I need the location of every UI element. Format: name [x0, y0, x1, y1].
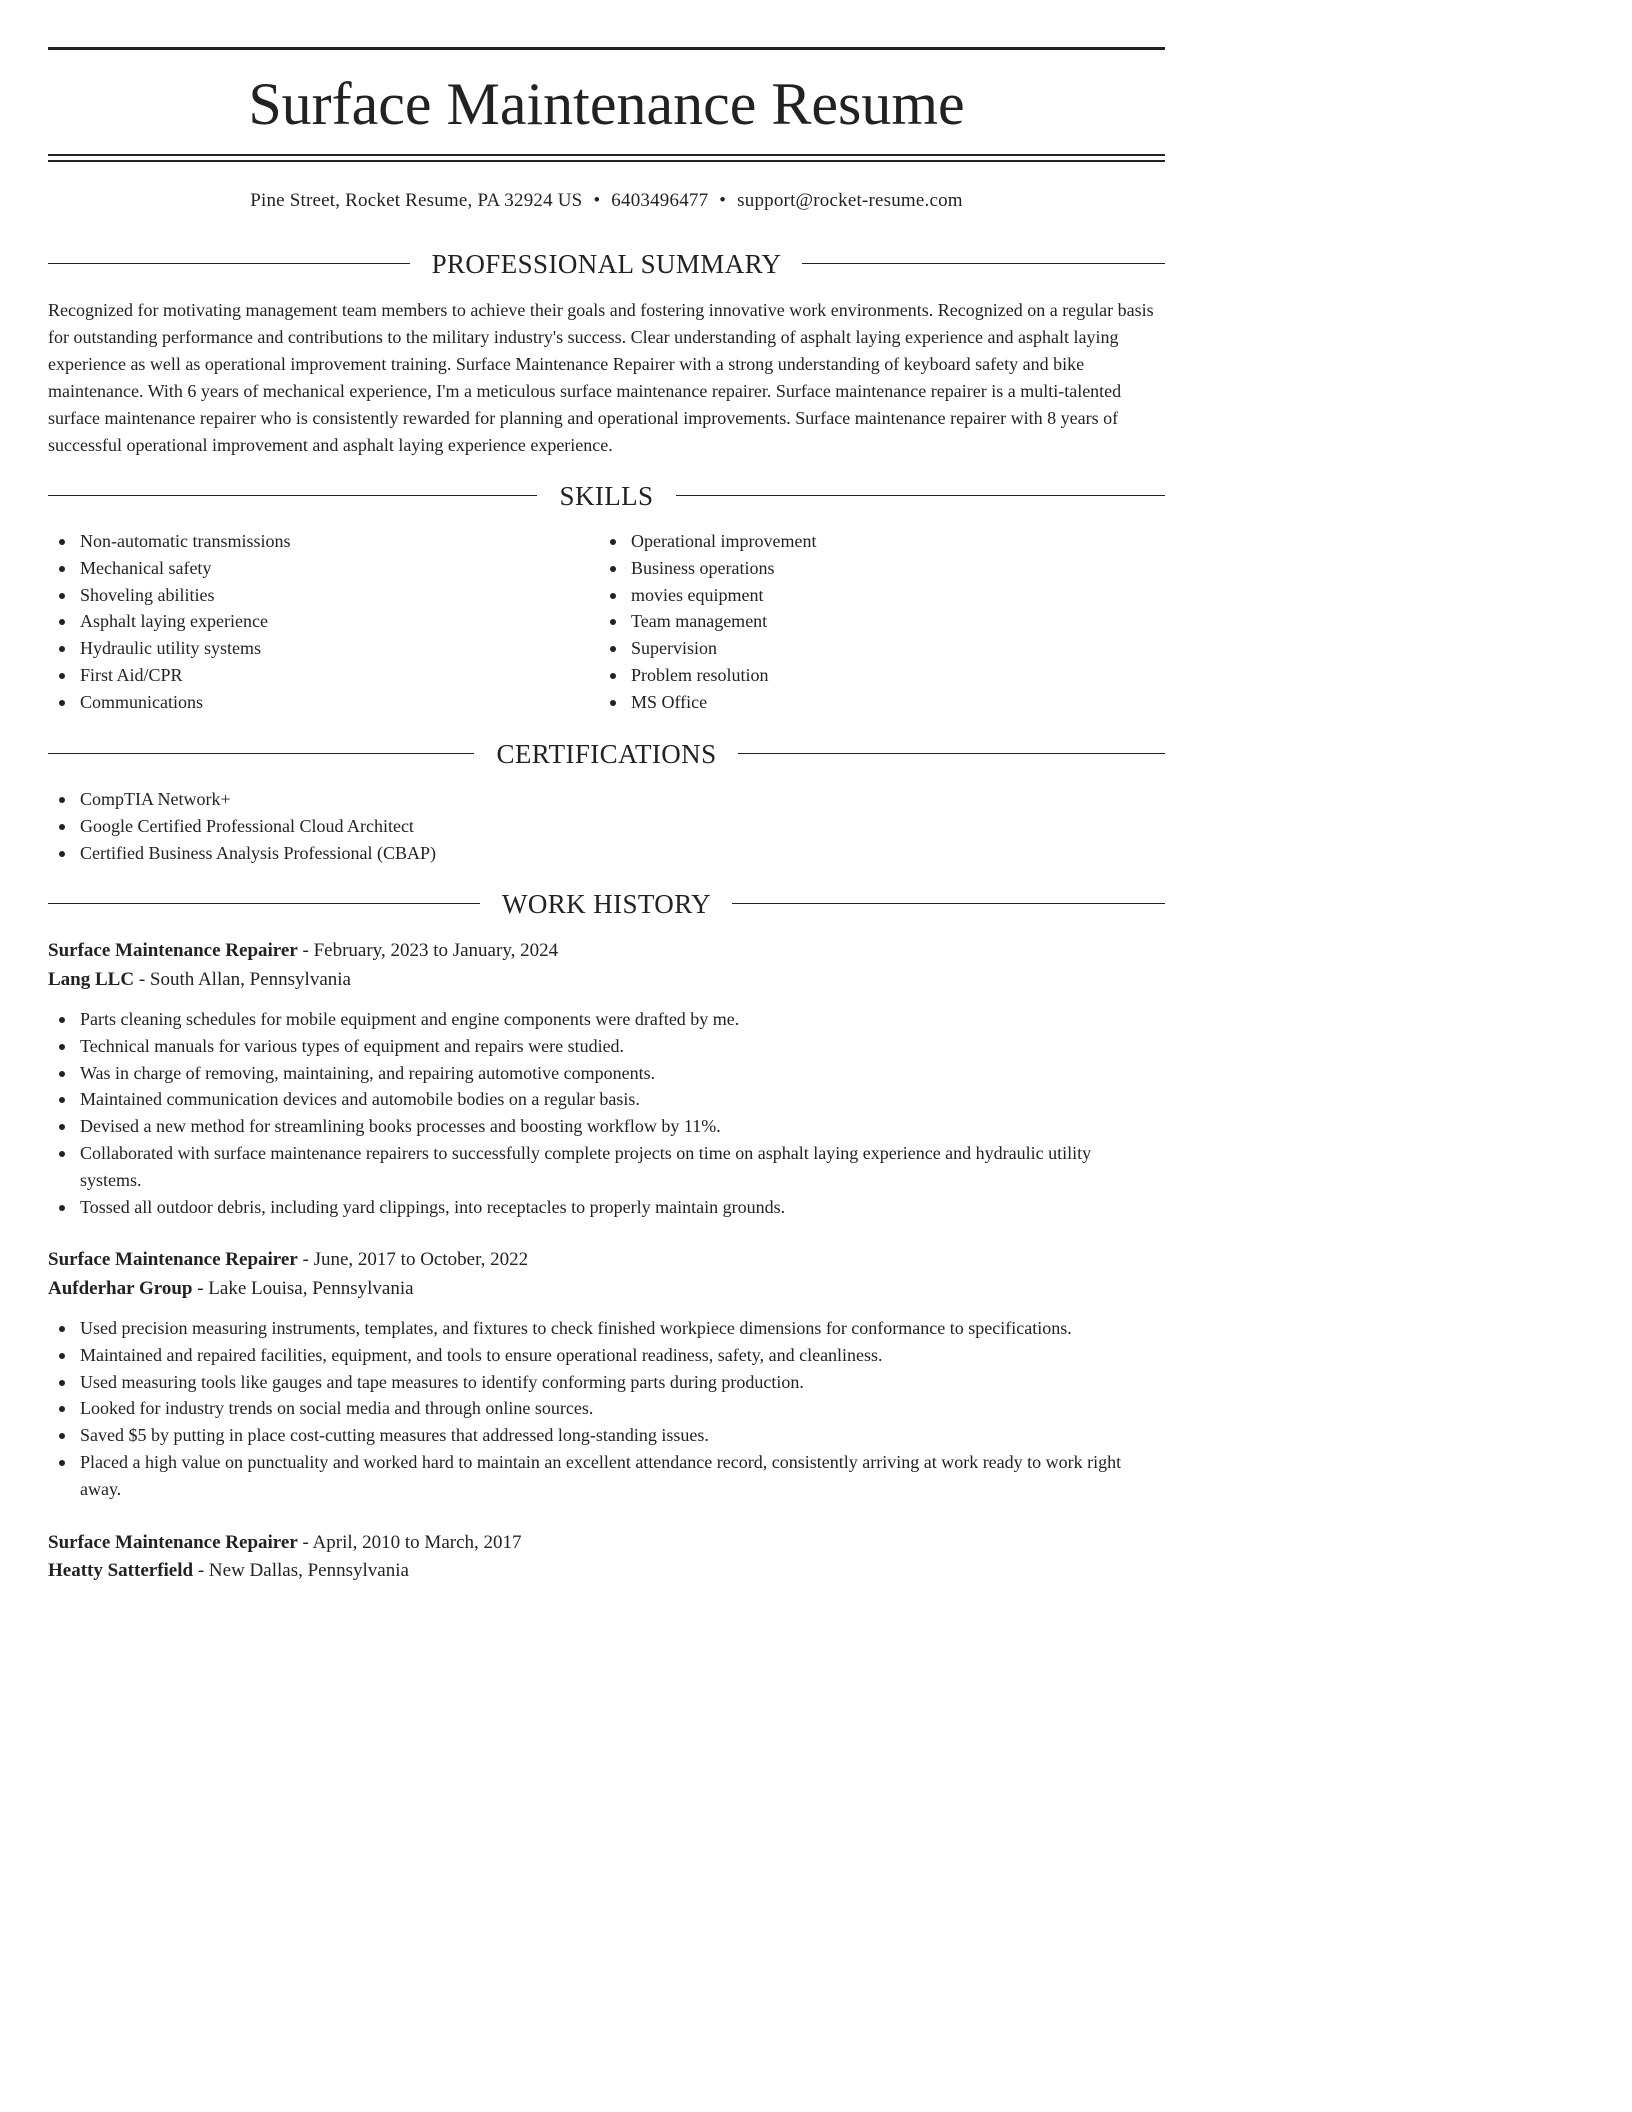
job-location: Lake Louisa, Pennsylvania — [208, 1278, 414, 1299]
job-bullets — [48, 1315, 1158, 1503]
certification-item: Google Certified Professional Cloud Architect — [48, 813, 1148, 840]
job-dates: April, 2010 to March, 2017 — [312, 1532, 522, 1553]
job-bullet: Saved $5 by putting in place cost-cutting measures that addressed long-standing issues. — [48, 1422, 1158, 1449]
job-separator: - — [193, 1560, 209, 1581]
job-bullet: Placed a high value on punctuality and worked hard to maintain an excellent attendance record, consistently arriving at work ready to work right away. — [48, 1449, 1158, 1503]
job-bullet: Used precision measuring instruments, templates, and fixtures to check finished workpiece dimensions for conformance to specifications. — [48, 1315, 1158, 1342]
skill-item: Shoveling abilities — [48, 582, 588, 609]
summary-paragraph: Recognized for motivating management team members to achieve their goals and fostering innovative work environments. Recognized on a regular basis for outstanding performance and contributions to the military industry's success. Clear understanding of asphalt laying experience and asphalt laying experience as well as operational improvement training. Surface Maintenance Repairer with a strong understanding of keyboard safety and bike maintenance. With 6 years of mechanical experience, I'm a meticulous surface maintenance repairer. Surface maintenance repairer is a multi-talented surface maintenance repairer who is consistently rewarded for planning and operational improvements. Surface maintenance repairer with 8 years of successful operational improvement and asphalt laying experience experience. — [48, 300, 1154, 455]
job-bullet: Maintained communication devices and automobile bodies on a regular basis. — [48, 1086, 1128, 1113]
job-title: Surface Maintenance Repairer — [48, 940, 298, 961]
job-bullet: Maintained and repaired facilities, equipment, and tools to ensure operational readiness, safety, and cleanliness. — [48, 1342, 1158, 1369]
job-title: Surface Maintenance Repairer — [48, 1249, 298, 1270]
job-company: Aufderhar Group — [48, 1278, 193, 1299]
section-title: WORK HISTORY — [501, 889, 712, 919]
title-double-rule-upper — [48, 154, 1165, 156]
section-heading-certifications — [48, 737, 1165, 771]
skill-item: Problem resolution — [599, 662, 1139, 689]
job-bullet: Parts cleaning schedules for mobile equipment and engine components were drafted by me. — [48, 1006, 1128, 1033]
job-location: New Dallas, Pennsylvania — [208, 1560, 409, 1581]
job-company: Lang LLC — [48, 969, 135, 990]
section-heading-work-history — [48, 887, 1165, 921]
job-location: South Allan, Pennsylvania — [149, 969, 351, 990]
job-bullet: Was in charge of removing, maintaining, and repairing automotive components. — [48, 1060, 1128, 1087]
section-title: CERTIFICATIONS — [496, 739, 717, 769]
contact-address: Pine Street, Rocket Resume, PA 32924 US — [250, 190, 583, 211]
skill-item: MS Office — [599, 689, 1139, 716]
job-title-line — [48, 1246, 528, 1274]
job-bullet: Tossed all outdoor debris, including yard clippings, into receptacles to properly maintain grounds. — [48, 1194, 1128, 1221]
certifications-list — [48, 786, 1148, 866]
job-separator: - — [134, 969, 150, 990]
job-company: Heatty Satterfield — [48, 1560, 194, 1581]
job-bullet: Used measuring tools like gauges and tape measures to identify conforming parts during production. — [48, 1369, 1158, 1396]
section-heading-summary — [48, 247, 1165, 281]
job-bullet: Devised a new method for streamlining books processes and boosting workflow by 11%. — [48, 1113, 1128, 1140]
certification-item: Certified Business Analysis Professional (CBAP) — [48, 840, 1148, 867]
certification-item: CompTIA Network+ — [48, 786, 1148, 813]
section-title: PROFESSIONAL SUMMARY — [431, 249, 782, 279]
job-separator: - — [297, 940, 314, 961]
top-rule — [48, 47, 1165, 50]
job-bullets — [48, 1006, 1128, 1220]
job-company-line — [48, 1275, 414, 1303]
skill-item: First Aid/CPR — [48, 662, 588, 689]
contact-line — [48, 188, 1165, 214]
skill-item: Non-automatic transmissions — [48, 528, 588, 555]
contact-separator: • — [719, 190, 727, 211]
resume-title: Surface Maintenance Resume — [248, 71, 965, 137]
skill-item: Mechanical safety — [48, 555, 588, 582]
skill-item: Communications — [48, 689, 588, 716]
title-double-rule-lower — [48, 160, 1165, 162]
skill-item: Team management — [599, 608, 1139, 635]
job-bullet: Collaborated with surface maintenance repairers to successfully complete projects on time on asphalt laying experience and hydraulic utility systems. — [48, 1140, 1128, 1194]
job-separator: - — [297, 1532, 313, 1553]
job-bullet: Looked for industry trends on social media and through online sources. — [48, 1395, 1158, 1422]
skill-item: Operational improvement — [599, 528, 1139, 555]
skill-item: movies equipment — [599, 582, 1139, 609]
section-heading-skills — [48, 479, 1165, 513]
job-company-line — [48, 1557, 409, 1585]
contact-email: support@rocket-resume.com — [737, 190, 963, 211]
skill-item: Supervision — [599, 635, 1139, 662]
skills-list-left — [48, 528, 588, 716]
job-dates: June, 2017 to October, 2022 — [313, 1249, 529, 1270]
job-company-line — [48, 966, 351, 994]
job-separator: - — [297, 1249, 314, 1270]
skills-list-right — [599, 528, 1139, 716]
job-dates: February, 2023 to January, 2024 — [313, 940, 559, 961]
job-title-line — [48, 937, 558, 965]
job-title: Surface Maintenance Repairer — [48, 1532, 298, 1553]
skill-item: Asphalt laying experience — [48, 608, 588, 635]
job-title-line — [48, 1529, 522, 1557]
skill-item: Business operations — [599, 555, 1139, 582]
skill-item: Hydraulic utility systems — [48, 635, 588, 662]
job-bullet: Technical manuals for various types of equipment and repairs were studied. — [48, 1033, 1128, 1060]
section-title: SKILLS — [559, 481, 654, 511]
job-separator: - — [192, 1278, 209, 1299]
contact-separator: • — [593, 190, 601, 211]
contact-phone: 6403496477 — [611, 190, 709, 211]
